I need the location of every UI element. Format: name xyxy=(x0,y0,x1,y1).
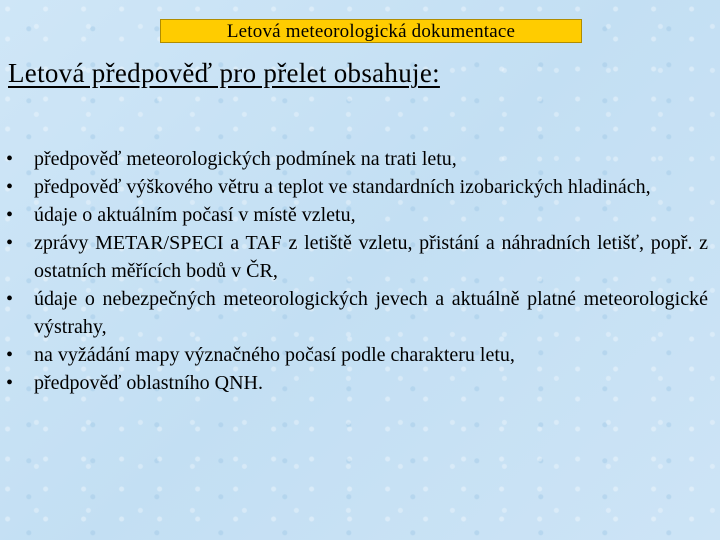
list-item-text: předpověď oblastního QNH. xyxy=(34,372,264,394)
bullet-icon: • xyxy=(6,372,14,394)
list-item xyxy=(6,341,708,369)
list-item xyxy=(6,201,708,229)
bullet-icon: • xyxy=(6,176,14,198)
bullet-icon: • xyxy=(6,288,14,310)
bullet-icon: • xyxy=(6,148,14,170)
section-header-label: Letová meteorologická dokumentace xyxy=(226,21,516,42)
list-item xyxy=(6,369,708,397)
section-header-banner xyxy=(160,19,582,43)
bullet-icon: • xyxy=(6,232,14,254)
bullet-icon: • xyxy=(6,344,14,366)
bullet-icon: • xyxy=(6,204,14,226)
list-item xyxy=(6,285,708,341)
slide-title: Letová předpověď pro přelet obsahuje: xyxy=(8,58,440,88)
list-item-text: údaje o nebezpečných meteorologických jevech a aktuálně platné meteorologické výstrahy, xyxy=(34,288,708,338)
list-item-text: na vyžádání mapy význačného počasí podle charakteru letu, xyxy=(34,344,515,366)
list-item-text: zprávy METAR/SPECI a TAF z letiště vzletu, přistání a náhradních letišť, popř. z ostatních měřících bodů v ČR, xyxy=(34,232,708,282)
bullet-list xyxy=(6,145,708,397)
list-item-text: předpověď meteorologických podmínek na trati letu, xyxy=(34,148,457,170)
list-item xyxy=(6,229,708,285)
list-item-text: předpověď výškového větru a teplot ve standardních izobarických hladinách, xyxy=(34,176,651,198)
list-item xyxy=(6,145,708,173)
list-item-text: údaje o aktuálním počasí v místě vzletu, xyxy=(34,204,356,226)
list-item xyxy=(6,173,708,201)
